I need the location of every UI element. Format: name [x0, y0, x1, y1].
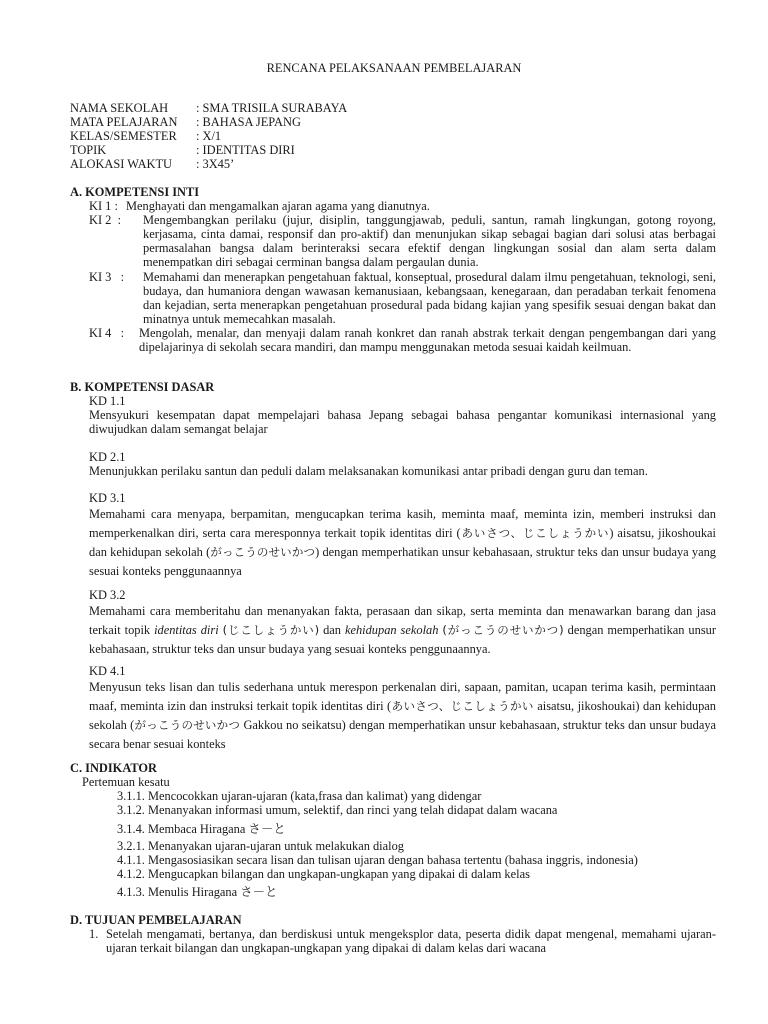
kd-label: KD 3.1 [89, 491, 126, 505]
identity-label: ALOKASI WAKTU [70, 157, 172, 171]
indicator-item: 4.1.1. Mengasosiasikan secara lisan dan tulisan ujaran dengan bahasa tertentu (bahasa inggris, indonesia) [117, 853, 638, 867]
ki-2 [89, 213, 716, 269]
jp-term: (じこしょうかい) [222, 623, 320, 637]
kd-text-part: dan [319, 623, 345, 637]
kd-1-1 [89, 394, 716, 436]
indicator-item: 3.1.4. Membaca Hiragana さ－と [117, 822, 286, 836]
identity-row-time [70, 157, 347, 171]
ki-4 [89, 326, 716, 354]
indicator-item: 4.1.2. Mengucapkan bilangan dan ungkapan-ungkapan yang dipakai di dalam kelas [117, 867, 530, 881]
section-b-heading: B. KOMPETENSI DASAR [70, 380, 215, 394]
kd-text-part: Menyusun teks lisan dan tulis sederhana untuk merespon perkenalan diri, sapaan, pamitan, ucapan terima kasih, permintaan maaf, meminta izin dan instruksi terkait topik identitas diri ( [89, 680, 716, 713]
kd-label: KD 2.1 [89, 450, 126, 464]
ki-text: Mengembangkan perilaku (jujur, disiplin, tanggungjawab, peduli, santun, ramah lingkungan, gotong royong, kerjasama, cinta damai, responsif dan pro-aktif) dan menunjukan sikap sebagai bagian dari solusi atas berbagai permasalahan bangsa dalam berinteraksi secara efektif dengan lingkungan sosial dan alam serta dalam menempatkan diri sebagai cerminan bangsa dalam pergaulan dunia. [143, 213, 716, 269]
kd-text-part: aisatsu, jikoshoukai) dan kehidupan sekolah ( [89, 699, 716, 732]
kd-text [89, 602, 716, 659]
identity-label: NAMA SEKOLAH [70, 101, 169, 115]
ki-label: KI 2 : [89, 213, 122, 227]
ki-label: KI 3 : [89, 270, 125, 284]
kd-text: Menunjukkan perilaku santun dan peduli dalam melaksanakan komunikasi antar pribadi dengan guru dan teman. [89, 464, 648, 478]
ki-text: Mengolah, menalar, dan menyaji dalam ranah konkret dan ranah abstrak terkait dengan pengembangan dari yang dipelajarinya di sekolah secara mandiri, dan mampu menggunakan metoda sesuai kaidah keilmuan. [139, 326, 716, 354]
kd-text-part: Memahami cara memberitahu dan menanyakan fakta, perasaan dan sikap, serta meminta dan menawarkan barang dan jasa terkait topik [89, 604, 716, 637]
kd-text [89, 505, 716, 581]
jp-term: あいさつ、じこしょうかい [391, 699, 534, 713]
document-title: RENCANA PELAKSANAAN PEMBELAJARAN [266, 61, 522, 75]
ki-text: Memahami dan menerapkan pengetahuan faktual, konseptual, prosedural dalam ilmu pengetahuan, teknologi, seni, budaya, dan humaniora dengan wawasan kemanusiaan, kebangsaan, kenegaraan, dan peradaban terkait fenomena dan kejadian, serta menerapkan pengetahuan prosedural pada bidang kajian yang spesifik sesuai dengan bakat dan minatnya untuk memecahkan masalah. [143, 270, 716, 326]
ki-3 [89, 270, 716, 326]
ki-1 [89, 199, 716, 213]
indicator-item: 4.1.3. Menulis Hiragana さ－と [117, 885, 278, 899]
ki-label: KI 4 : [89, 326, 125, 340]
jp-term: がっこうのせいかつ [134, 718, 241, 732]
identity-value: : X/1 [196, 129, 222, 143]
identity-label: KELAS/SEMESTER [70, 129, 177, 143]
italic-term: kehidupan sekolah [344, 623, 439, 637]
kd-3-1 [89, 491, 716, 581]
identity-block [70, 101, 347, 171]
identity-label: MATA PELAJARAN [70, 115, 178, 129]
kd-text-part: Memahami cara menyapa, berpamitan, mengucapkan terima kasih, meminta maaf, meminta izin, memberi instruksi dan memperkenalkan diri, serta cara meresponnya terkait topik identitas diri ( [89, 507, 716, 540]
kd-text-part: Gakkou no seikatsu) dengan memperhatikan unsur kebahasaan, struktur teks dan unsur budaya secara benar sesuai konteks [89, 718, 717, 751]
identity-value: : 3X45’ [196, 157, 235, 171]
indicator-item: 3.2.1. Menanyakan ujaran-ujaran untuk melakukan dialog [117, 839, 404, 853]
kd-text-part: ) dengan memperhatikan unsur kebahasaan, struktur teks dan unsur budaya yang sesuai konteks penggunaannya [89, 545, 716, 578]
indicator-item: 3.1.1. Mencocokkan ujaran-ujaran (kata,frasa dan kalimat) yang didengar [117, 789, 482, 803]
ki-text: Menghayati dan mengamalkan ajaran agama yang dianutnya. [126, 199, 430, 213]
identity-row-topic [70, 143, 347, 157]
identity-label: TOPIK [70, 143, 107, 157]
kd-label: KD 3.2 [89, 588, 126, 602]
kd-4-1 [89, 664, 716, 754]
section-c-heading: C. INDIKATOR [70, 761, 157, 775]
goal-item [89, 927, 716, 955]
indicator-item: 3.1.2. Menanyakan informasi umum, selektif, dan rinci yang telah didapat dalam wacana [117, 803, 558, 817]
indicator-list [82, 775, 716, 899]
goal-number: 1. [89, 927, 99, 941]
kd-label: KD 1.1 [89, 394, 126, 408]
identity-value: : IDENTITAS DIRI [196, 143, 295, 157]
jp-term: (がっこうのせいかつ) [442, 623, 564, 637]
kd-text: Mensyukuri kesempatan dapat mempelajari bahasa Jepang sebagai bahasa pengantar komunikasi internasional yang diwujudkan dalam semangat belajar [89, 408, 716, 436]
section-d-heading: D. TUJUAN PEMBELAJARAN [70, 913, 242, 927]
goal-text: Setelah mengamati, bertanya, dan berdiskusi untuk mengeksplor data, peserta didik dapat mengenal, memahami ujaran-ujaran terkait bilangan dan ungkapan-ungkapan yang dipakai di dalam kelas dari wacana [106, 927, 716, 955]
italic-term: identitas diri [154, 623, 219, 637]
jp-term: がっこうのせいかつ [210, 545, 316, 559]
kd-text [89, 678, 716, 754]
jp-term: あいさつ、じこしょうかい [460, 526, 610, 540]
section-a-heading: A. KOMPETENSI INTI [70, 185, 200, 199]
ki-label: KI 1 : [89, 199, 118, 213]
kd-text-part: ) aisatsu, jikoshoukai dan kehidupan sekolah ( [89, 526, 716, 559]
indicator-subheading: Pertemuan kesatu [82, 775, 170, 789]
kd-text-part: dengan memperhatikan unsur kebahasaan, struktur teks dan unsur budaya yang sesuai konteks penggunaannya. [89, 623, 716, 656]
kd-2-1 [89, 450, 716, 478]
identity-value: : SMA TRISILA SURABAYA [196, 101, 348, 115]
kd-3-2 [89, 588, 716, 659]
identity-row-class [70, 129, 347, 143]
identity-value: : BAHASA JEPANG [196, 115, 301, 129]
identity-row-school [70, 101, 347, 115]
identity-row-subject [70, 115, 347, 129]
kd-label: KD 4.1 [89, 664, 126, 678]
